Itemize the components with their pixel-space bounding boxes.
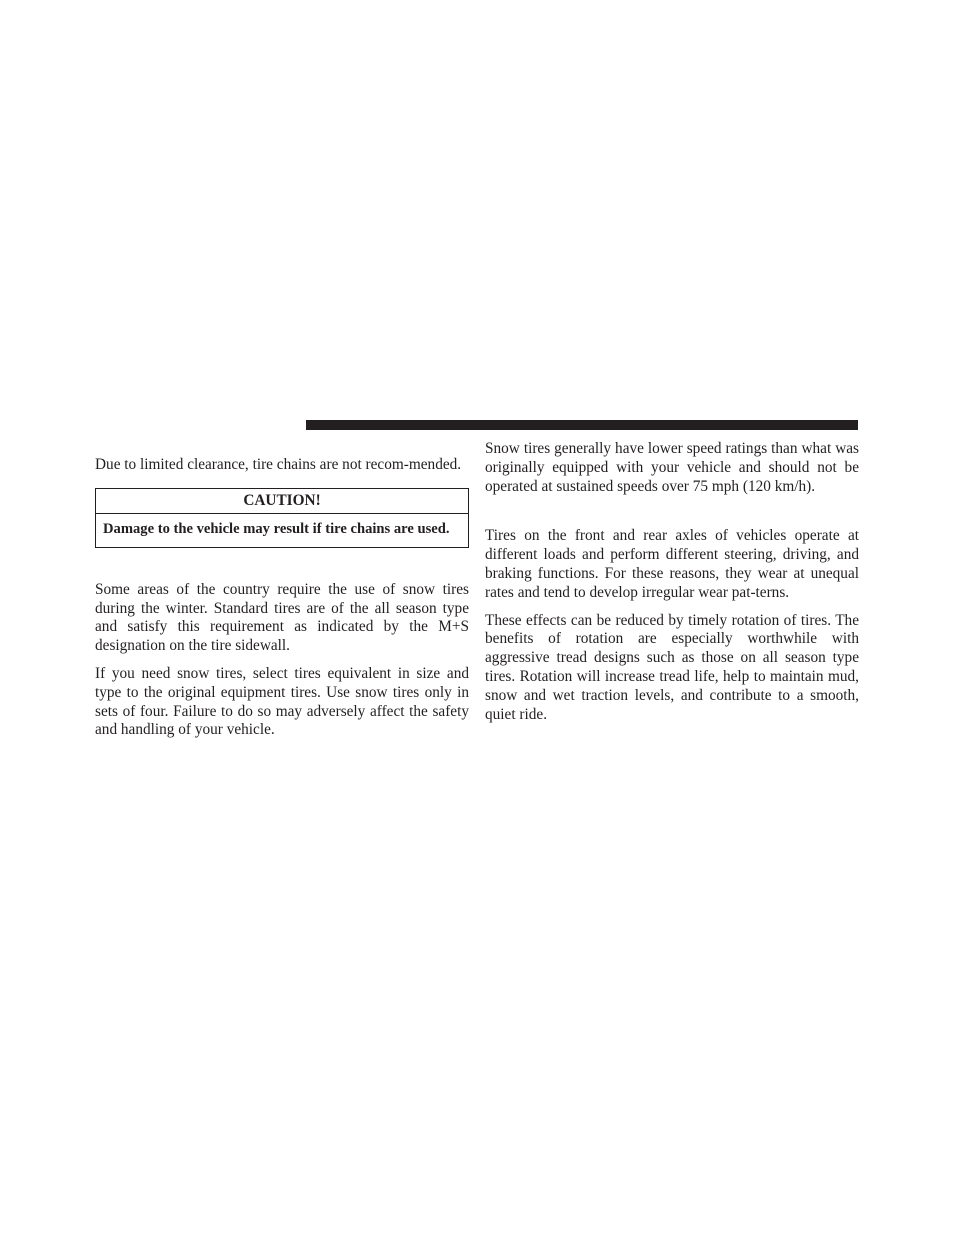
speed-rating-paragraph: Snow tires generally have lower speed ratings than what was originally equipped with your vehicle and should not be operated at sustained speeds over 75 mph (120 km/h). — [485, 440, 859, 495]
right-column — [485, 440, 859, 724]
caution-text: Damage to the vehicle may result if tire chains are used. — [103, 520, 450, 537]
tire-rotation-paragraph-1: Tires on the front and rear axles of vehicles operate at different loads and perform different steering, driving, and braking functions. For these reasons, they wear at unequal rates and tend to develop irregular wear pat-terns. — [485, 527, 859, 601]
tire-rotation-paragraph-2: These effects can be reduced by timely rotation of tires. The benefits of rotation are especially worthwhile with aggressive tread designs such as those on all season type tires. Rotation will increase tread life, help to maintain mud, snow and wet traction levels, and contribute to a smooth, quiet ride. — [485, 611, 859, 723]
snow-tires-paragraph-2: If you need snow tires, select tires equivalent in size and type to the original equipment tires. Use snow tires only in sets of four. Failure to do so may adversely affect the safety and handling of your vehicle. — [95, 664, 469, 739]
tire-chains-paragraph: Due to limited clearance, tire chains are not recom-mended. — [95, 456, 462, 473]
snow-tires-paragraph-1: Some areas of the country require the use of snow tires during the winter. Standard tires are of the all season type and satisfy this requirement as indicated by the M+S designation on the tire sidewall. — [95, 580, 469, 655]
caution-title: CAUTION! — [96, 489, 468, 514]
left-column — [95, 456, 469, 740]
caution-box — [95, 488, 469, 548]
section-header-bar — [306, 420, 858, 430]
